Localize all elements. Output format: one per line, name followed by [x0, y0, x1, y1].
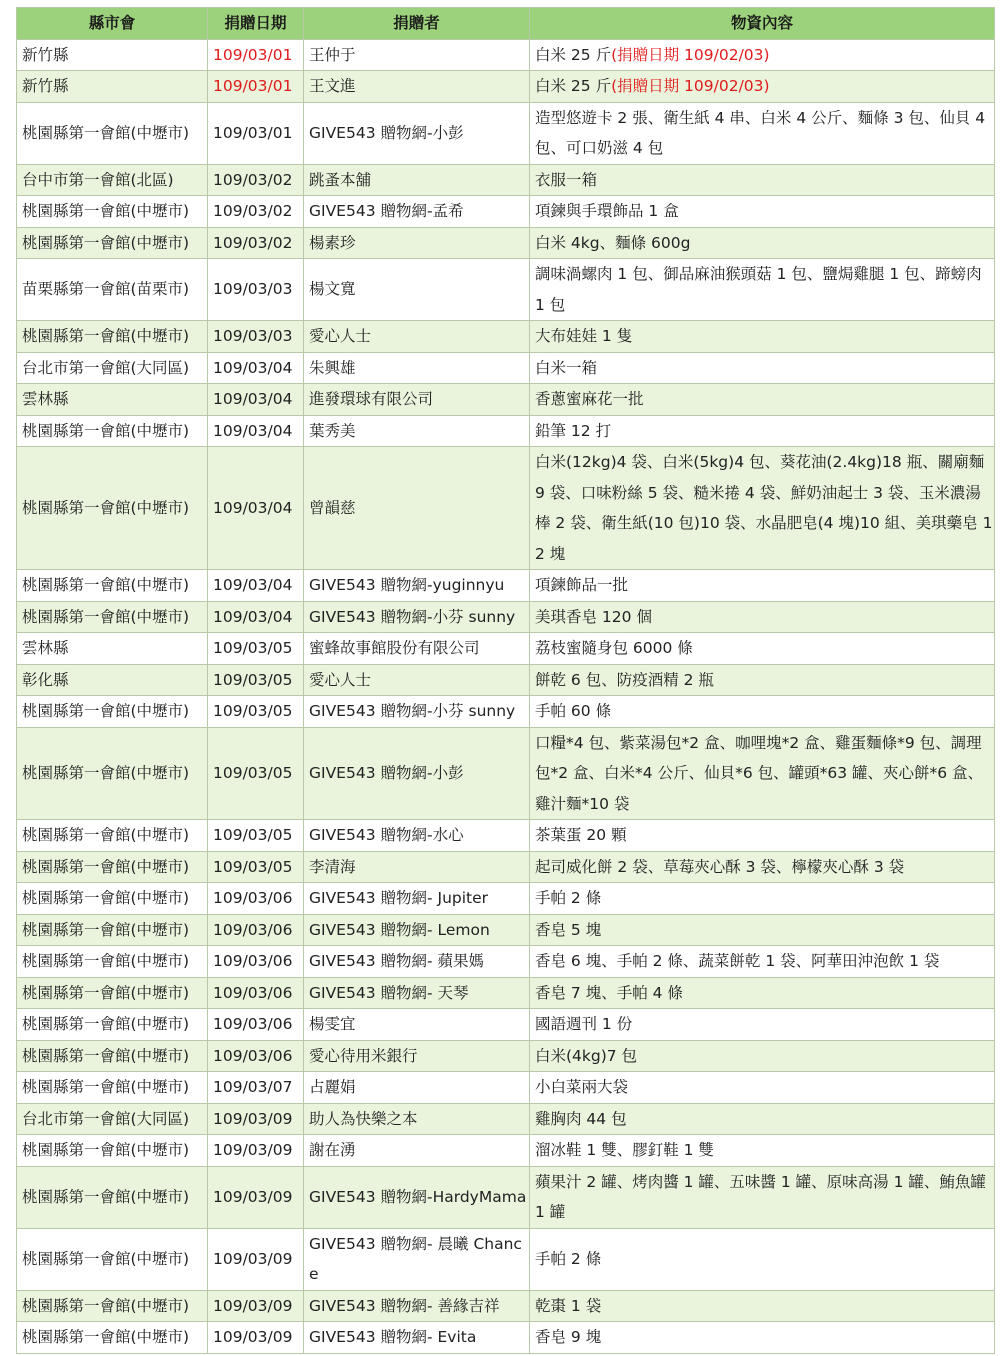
cell-date: 109/03/05	[208, 851, 304, 883]
cell-content	[530, 196, 995, 228]
cell-content	[530, 1040, 995, 1072]
cell-county: 桃園縣第一會館(中壢市)	[17, 1166, 208, 1228]
cell-donor: GIVE543 贈物網- 蘋果媽	[304, 946, 530, 978]
cell-county: 桃園縣第一會館(中壢市)	[17, 1290, 208, 1322]
content-text: 香蔥蜜麻花一批	[535, 390, 644, 408]
content-text: 白米(12kg)4 袋、白米(5kg)4 包、葵花油(2.4kg)18 瓶、關廟麵 9 袋、口味粉絲 5 袋、糙米捲 4 袋、鮮奶油起士 3 袋、玉米濃湯棒 2 袋、衛生紙(10 包)10 袋、水晶肥皂(4 塊)10 組、美琪藥皂 12 塊	[535, 453, 993, 563]
content-text: 手帕 2 條	[535, 1249, 602, 1268]
content-text: 香皂 5 塊	[535, 920, 602, 939]
cell-donor: GIVE543 贈物網-小芬 sunny	[304, 601, 530, 633]
cell-date: 109/03/09	[208, 1135, 304, 1167]
cell-date: 109/03/06	[208, 946, 304, 978]
cell-date: 109/03/04	[208, 447, 304, 570]
cell-county: 桃園縣第一會館(中壢市)	[17, 102, 208, 164]
cell-county: 桃園縣第一會館(中壢市)	[17, 727, 208, 820]
table-row	[17, 384, 995, 416]
cell-content	[530, 727, 995, 820]
cell-donor: GIVE543 贈物網-孟希	[304, 196, 530, 228]
cell-date: 109/03/09	[208, 1228, 304, 1290]
table-row	[17, 633, 995, 665]
content-text: 手帕 60 條	[535, 702, 612, 720]
cell-content	[530, 851, 995, 883]
cell-county: 台北市第一會館(大同區)	[17, 352, 208, 384]
cell-county: 桃園縣第一會館(中壢市)	[17, 914, 208, 946]
table-row	[17, 1009, 995, 1041]
table-row	[17, 570, 995, 602]
cell-content	[530, 1072, 995, 1104]
table-row	[17, 914, 995, 946]
cell-donor: 葉秀美	[304, 415, 530, 447]
cell-donor: 占麗娟	[304, 1072, 530, 1104]
table-row	[17, 415, 995, 447]
content-text: 調味渦螺肉 1 包、御品麻油猴頭菇 1 包、鹽焗雞腿 1 包、蹄螃肉 1 包	[535, 265, 982, 314]
cell-content	[530, 1166, 995, 1228]
content-text: 雞胸肉 44 包	[535, 1109, 627, 1128]
cell-date: 109/03/03	[208, 321, 304, 353]
content-text: 白米 25 斤	[535, 45, 612, 64]
cell-content	[530, 1228, 995, 1290]
cell-county: 桃園縣第一會館(中壢市)	[17, 1228, 208, 1290]
table-row	[17, 1040, 995, 1072]
cell-county: 桃園縣第一會館(中壢市)	[17, 570, 208, 602]
cell-date: 109/03/01	[208, 39, 304, 71]
table-row	[17, 664, 995, 696]
cell-county: 台北市第一會館(大同區)	[17, 1103, 208, 1135]
cell-donor: 謝在湧	[304, 1135, 530, 1167]
cell-date: 109/03/01	[208, 71, 304, 103]
table-row	[17, 883, 995, 915]
header-date: 捐贈日期	[208, 8, 304, 40]
cell-content	[530, 1135, 995, 1167]
cell-content	[530, 71, 995, 103]
cell-content	[530, 164, 995, 196]
cell-county: 新竹縣	[17, 71, 208, 103]
cell-content	[530, 259, 995, 321]
cell-date: 109/03/03	[208, 259, 304, 321]
cell-content	[530, 1290, 995, 1322]
table-row	[17, 259, 995, 321]
cell-date: 109/03/05	[208, 633, 304, 665]
cell-date: 109/03/04	[208, 352, 304, 384]
table-row	[17, 196, 995, 228]
cell-county: 彰化縣	[17, 664, 208, 696]
table-row	[17, 352, 995, 384]
cell-date: 109/03/05	[208, 696, 304, 728]
cell-donor: GIVE543 贈物網- 晨曦 Chance	[304, 1228, 530, 1290]
cell-content	[530, 384, 995, 416]
cell-county: 桃園縣第一會館(中壢市)	[17, 447, 208, 570]
content-text: 小白菜兩大袋	[535, 1078, 629, 1096]
table-row	[17, 164, 995, 196]
cell-date: 109/03/09	[208, 1103, 304, 1135]
cell-date: 109/03/04	[208, 415, 304, 447]
cell-county: 桃園縣第一會館(中壢市)	[17, 1009, 208, 1041]
content-text: 美琪香皂 120 個	[535, 607, 652, 626]
cell-content	[530, 102, 995, 164]
cell-donor: GIVE543 贈物網-小彭	[304, 727, 530, 820]
cell-date: 109/03/09	[208, 1322, 304, 1354]
cell-donor: GIVE543 贈物網- Lemon	[304, 914, 530, 946]
content-text: 茶葉蛋 20 顆	[535, 826, 627, 844]
content-text: 口糧*4 包、紫菜湯包*2 盒、咖哩塊*2 盒、雞蛋麵條*9 包、調理包*2 盒、白米*4 公斤、仙貝*6 包、罐頭*63 罐、夾心餅*6 盒、雞汁麵*10 袋	[535, 733, 984, 813]
cell-date: 109/03/09	[208, 1290, 304, 1322]
cell-county: 桃園縣第一會館(中壢市)	[17, 946, 208, 978]
content-text: 白米(4kg)7 包	[535, 1046, 638, 1065]
cell-content	[530, 39, 995, 71]
cell-county: 桃園縣第一會館(中壢市)	[17, 883, 208, 915]
content-text: 起司威化餅 2 袋、草莓夾心酥 3 袋、檸檬夾心酥 3 袋	[535, 857, 905, 876]
table-row	[17, 696, 995, 728]
table-row	[17, 39, 995, 71]
table-row	[17, 946, 995, 978]
table-row	[17, 1103, 995, 1135]
cell-donor: 助人為快樂之本	[304, 1103, 530, 1135]
cell-county: 桃園縣第一會館(中壢市)	[17, 321, 208, 353]
cell-content	[530, 415, 995, 447]
table-row	[17, 1166, 995, 1228]
content-text: 國語週刊 1 份	[535, 1015, 633, 1033]
donation-table	[16, 7, 995, 1354]
table-row	[17, 321, 995, 353]
cell-date: 109/03/06	[208, 914, 304, 946]
cell-donor: 朱興雄	[304, 352, 530, 384]
cell-donor: GIVE543 贈物網-yuginnyu	[304, 570, 530, 602]
cell-county: 桃園縣第一會館(中壢市)	[17, 820, 208, 852]
content-text: 白米 4kg、麵條 600g	[535, 233, 691, 252]
cell-content	[530, 321, 995, 353]
cell-date: 109/03/02	[208, 196, 304, 228]
cell-date: 109/03/09	[208, 1166, 304, 1228]
cell-county: 桃園縣第一會館(中壢市)	[17, 696, 208, 728]
cell-county: 桃園縣第一會館(中壢市)	[17, 1135, 208, 1167]
donation-table-wrapper	[16, 7, 994, 1354]
cell-county: 桃園縣第一會館(中壢市)	[17, 1040, 208, 1072]
table-row	[17, 1228, 995, 1290]
content-text: 白米一箱	[535, 358, 598, 377]
cell-date: 109/03/06	[208, 977, 304, 1009]
table-row	[17, 1135, 995, 1167]
table-row	[17, 102, 995, 164]
table-row	[17, 1072, 995, 1104]
cell-county: 雲林縣	[17, 384, 208, 416]
cell-donor: 愛心人士	[304, 321, 530, 353]
cell-donor: 楊素珍	[304, 227, 530, 259]
header-content: 物資內容	[530, 8, 995, 40]
table-row	[17, 977, 995, 1009]
cell-content	[530, 946, 995, 978]
cell-donor: 曾韻慈	[304, 447, 530, 570]
cell-content	[530, 601, 995, 633]
content-text: 香皂 9 塊	[535, 1328, 602, 1346]
content-text: 項鍊與手環飾品 1 盒	[535, 202, 679, 220]
cell-date: 109/03/04	[208, 601, 304, 633]
cell-content	[530, 633, 995, 665]
cell-county: 桃園縣第一會館(中壢市)	[17, 601, 208, 633]
cell-date: 109/03/01	[208, 102, 304, 164]
cell-donor: 楊雯宜	[304, 1009, 530, 1041]
cell-donor: 王仲于	[304, 39, 530, 71]
cell-date: 109/03/06	[208, 1009, 304, 1041]
cell-donor: 進發環球有限公司	[304, 384, 530, 416]
table-row	[17, 1322, 995, 1354]
cell-donor: GIVE543 贈物網- 善緣吉祥	[304, 1290, 530, 1322]
cell-content	[530, 447, 995, 570]
cell-donor: 愛心待用米銀行	[304, 1040, 530, 1072]
cell-content	[530, 820, 995, 852]
table-body	[17, 39, 995, 1353]
header-county: 縣市會	[17, 8, 208, 40]
table-row	[17, 227, 995, 259]
content-text: 手帕 2 條	[535, 889, 602, 907]
cell-donor: 王文進	[304, 71, 530, 103]
table-row	[17, 447, 995, 570]
cell-date: 109/03/02	[208, 164, 304, 196]
cell-county: 苗栗縣第一會館(苗栗市)	[17, 259, 208, 321]
cell-donor: GIVE543 贈物網-HardyMama	[304, 1166, 530, 1228]
cell-county: 桃園縣第一會館(中壢市)	[17, 196, 208, 228]
cell-county: 新竹縣	[17, 39, 208, 71]
cell-county: 雲林縣	[17, 633, 208, 665]
cell-donor: GIVE543 贈物網-小彭	[304, 102, 530, 164]
cell-date: 109/03/04	[208, 384, 304, 416]
cell-county: 桃園縣第一會館(中壢市)	[17, 977, 208, 1009]
cell-content	[530, 696, 995, 728]
content-text: 乾棗 1 袋	[535, 1296, 602, 1315]
content-text: 蘋果汁 2 罐、烤肉醬 1 罐、五味醬 1 罐、原味高湯 1 罐、鮪魚罐 1 罐	[535, 1172, 986, 1221]
content-note: (捐贈日期 109/02/03)	[611, 77, 770, 95]
table-row	[17, 71, 995, 103]
content-text: 鉛筆 12 打	[535, 421, 612, 440]
cell-content	[530, 914, 995, 946]
cell-date: 109/03/05	[208, 727, 304, 820]
content-text: 造型悠遊卡 2 張、衛生紙 4 串、白米 4 公斤、麵條 3 包、仙貝 4 包、可口奶滋 4 包	[535, 108, 986, 157]
cell-donor: GIVE543 贈物網- Jupiter	[304, 883, 530, 915]
cell-content	[530, 664, 995, 696]
cell-county: 台中市第一會館(北區)	[17, 164, 208, 196]
cell-date: 109/03/06	[208, 883, 304, 915]
cell-donor: 楊文寬	[304, 259, 530, 321]
content-text: 荔枝蜜隨身包 6000 條	[535, 639, 693, 657]
cell-donor: 蜜蜂故事館股份有限公司	[304, 633, 530, 665]
cell-content	[530, 1103, 995, 1135]
table-row	[17, 1290, 995, 1322]
cell-donor: 跳蚤本舖	[304, 164, 530, 196]
cell-date: 109/03/04	[208, 570, 304, 602]
cell-date: 109/03/02	[208, 227, 304, 259]
content-text: 大布娃娃 1 隻	[535, 327, 633, 345]
content-text: 香皂 7 塊、手帕 4 條	[535, 983, 683, 1002]
cell-donor: 愛心人士	[304, 664, 530, 696]
content-text: 衣服一箱	[535, 170, 598, 189]
table-header-row	[17, 8, 995, 40]
cell-donor: GIVE543 贈物網- Evita	[304, 1322, 530, 1354]
cell-date: 109/03/05	[208, 820, 304, 852]
content-note: (捐贈日期 109/02/03)	[611, 45, 770, 64]
cell-date: 109/03/06	[208, 1040, 304, 1072]
cell-county: 桃園縣第一會館(中壢市)	[17, 1072, 208, 1104]
cell-content	[530, 570, 995, 602]
cell-content	[530, 883, 995, 915]
cell-content	[530, 977, 995, 1009]
cell-date: 109/03/05	[208, 664, 304, 696]
content-text: 項鍊飾品一批	[535, 576, 629, 594]
table-row	[17, 820, 995, 852]
cell-county: 桃園縣第一會館(中壢市)	[17, 415, 208, 447]
cell-content	[530, 227, 995, 259]
content-text: 溜冰鞋 1 雙、膠釘鞋 1 雙	[535, 1141, 714, 1159]
cell-date: 109/03/07	[208, 1072, 304, 1104]
cell-donor: 李清海	[304, 851, 530, 883]
content-text: 餅乾 6 包、防疫酒精 2 瓶	[535, 670, 714, 689]
cell-county: 桃園縣第一會館(中壢市)	[17, 227, 208, 259]
table-row	[17, 727, 995, 820]
cell-county: 桃園縣第一會館(中壢市)	[17, 1322, 208, 1354]
cell-donor: GIVE543 贈物網- 天琴	[304, 977, 530, 1009]
cell-content	[530, 352, 995, 384]
cell-county: 桃園縣第一會館(中壢市)	[17, 851, 208, 883]
table-row	[17, 851, 995, 883]
cell-donor: GIVE543 贈物網-水心	[304, 820, 530, 852]
cell-content	[530, 1009, 995, 1041]
cell-content	[530, 1322, 995, 1354]
cell-donor: GIVE543 贈物網-小芬 sunny	[304, 696, 530, 728]
content-text: 香皂 6 塊、手帕 2 條、蔬菜餅乾 1 袋、阿華田沖泡飲 1 袋	[535, 952, 940, 970]
header-donor: 捐贈者	[304, 8, 530, 40]
table-row	[17, 601, 995, 633]
content-text: 白米 25 斤	[535, 77, 612, 95]
